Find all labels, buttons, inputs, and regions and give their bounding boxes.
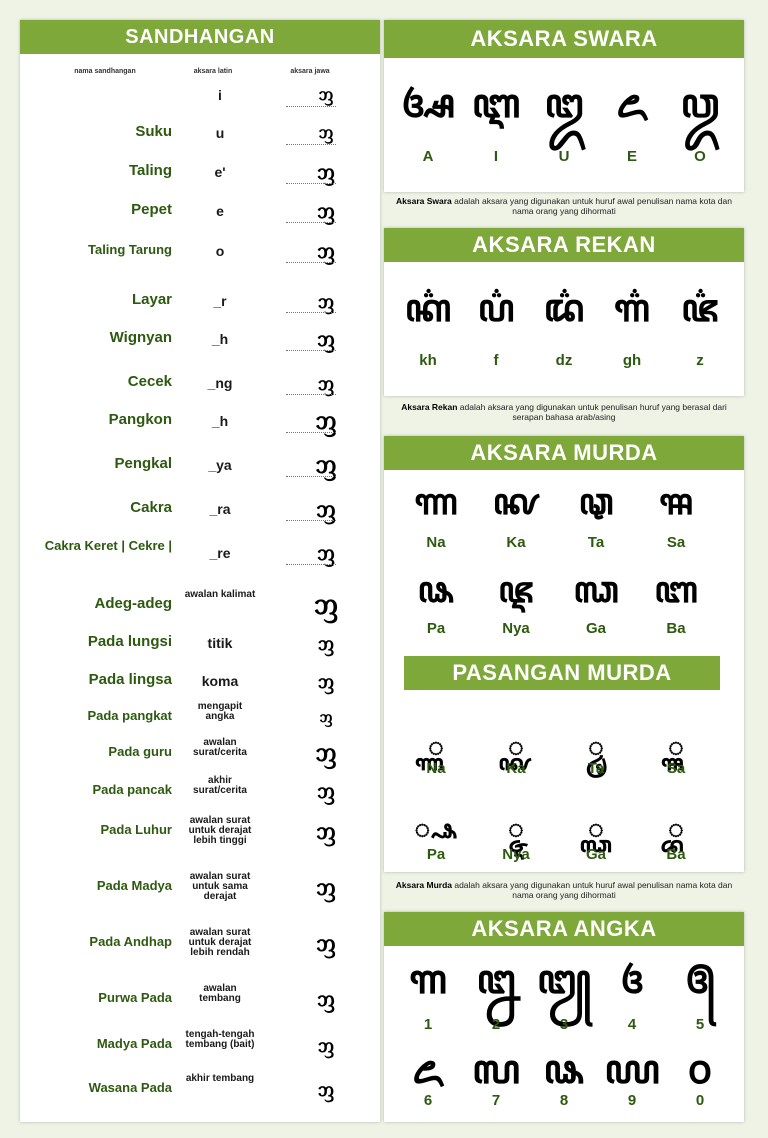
sandhangan-latin: _h [211,331,229,347]
sandhangan-title [20,20,380,54]
sandhangan-name: Taling [128,162,172,179]
dotted-guide [286,394,336,395]
sandhangan-row [22,816,378,850]
glyph-char: ꧘ [543,1046,585,1093]
dotted-guide [286,564,336,565]
sandhangan-name: Pada pancak [92,782,172,797]
sandhangan-java-glyph: ᦀ [317,326,335,352]
sandhangan-java-glyph: ᦀ [318,631,334,655]
sandhangan-name: Pada Andhap [89,934,172,949]
dotted-guide [286,144,336,145]
glyph-char: ꦒ꦳ [614,285,650,330]
sandhangan-java-glyph: ᦀ [316,494,336,523]
sandhangan-java-glyph: ᦀ [318,1033,334,1057]
sandhangan-name: Pada Madya [96,878,172,893]
rekan-note [388,402,740,422]
swara-note-text: adalah aksara yang digunakan untuk huruf awal penulisan nama kota dan nama orang yang dihormati [451,196,732,216]
sandhangan-row [22,406,378,440]
murda-note [388,880,740,900]
glyph-label: A [422,148,434,165]
glyph-label: Nya [502,846,530,863]
glyph-char: ꦌ [616,80,648,127]
sandhangan-name: Pada lingsa [88,671,172,688]
glyph-char: ꧀ꦡ [588,733,604,763]
sandhangan-row [22,118,378,152]
sandhangan-latin: awalan surat untuk sama derajat [189,871,251,902]
sandhangan-row [22,666,378,700]
murda-note-text: adalah aksara yang digunakan untuk huruf awal penulisan nama kota dan nama orang yang dihormati [451,880,733,900]
glyph-char: ꦄ [401,80,455,127]
glyph-label: Nya [502,620,530,637]
sandhangan-row [22,776,378,810]
sandhangan-latin: _h [211,413,229,429]
pasangan-murda-title [404,656,720,690]
dotted-guide [286,350,336,351]
glyph-char: ꧀ꦘ [508,815,524,845]
glyph-label: Na [426,760,446,777]
glyph-char: ꦎ [680,80,720,127]
glyph-char: ꦟ [414,481,458,523]
sandhangan-name: Madya Pada [96,1036,172,1051]
sandhangan-java-glyph: ᦀ [316,816,336,845]
glyph-char: ꦓ [573,569,619,611]
glyph-label: Na [426,534,446,551]
sandhangan-latin: awalan surat untuk derajat lebih rendah [188,927,252,958]
dotted-guide [286,183,336,184]
glyph-char: ꧀ꦦ [414,815,458,845]
glyph-char: ꧀ꦑ [508,733,524,763]
glyph-char: ꦡ [578,481,614,523]
glyph-char: ꦥ꦳ [477,285,515,330]
glyph-label: 1 [423,1016,433,1033]
sandhangan-row [22,494,378,528]
glyph-char: ꧐ [687,1046,713,1093]
sandhangan-latin: _ng [207,375,233,391]
sandhangan-row [22,1030,378,1064]
sandhangan-latin: koma [201,673,239,689]
glyph-char: ꦧ [654,569,698,611]
sandhangan-java-glyph: ᦀ [316,928,336,957]
sandhangan-java-glyph: ᦀ [316,872,336,901]
glyph-char: ꦈ [544,80,584,127]
sandhangan-name: Wasana Pada [88,1080,172,1095]
glyph-char: ꧙ [604,1046,660,1093]
murda-title-text: AKSARA MURDA [470,440,658,465]
swara-note [388,196,740,216]
sandhangan-java-glyph: ᦀ [317,986,335,1012]
sandhangan-java-glyph: ᦀ [317,778,335,804]
glyph-label: dz [555,352,573,369]
glyph-label: Ba [666,620,686,637]
sandhangan-row [22,368,378,402]
rekan-title [384,228,744,262]
sandhangan-java-glyph: ᦀ [317,159,335,185]
sandhangan-name: Pada guru [108,744,172,759]
sandhangan-java-glyph: ᦀ [318,289,334,313]
sandhangan-row [22,80,378,114]
glyph-label: 4 [627,1016,637,1033]
glyph-label: Ta [587,760,605,777]
pasangan-murda-title-text: PASANGAN MURDA [452,660,672,685]
sandhangan-latin: mengapit angka [197,701,243,722]
glyph-char: ꦦ [417,569,455,611]
glyph-label: Ka [506,760,526,777]
sandhangan-name: Pepet [131,201,172,218]
dotted-guide [286,432,336,433]
sandhangan-name: Pada Luhur [100,822,172,837]
dotted-guide [286,520,336,521]
sandhangan-java-glyph: ᦀ [317,540,335,566]
glyph-char: ꦏ꦳ [404,285,452,330]
angka-title-text: AKSARA ANGKA [471,916,657,941]
sandhangan-name: Cakra [130,499,172,516]
glyph-label: Ba [666,846,686,863]
rekan-note-bold: Aksara Rekan [401,402,458,412]
glyph-char: ꦆ [471,80,521,127]
sandhangan-java-glyph: ᦀ [318,669,334,693]
dotted-guide [286,312,336,313]
glyph-label: Pa [426,620,446,637]
sandhangan-name: Pangkon [108,411,172,428]
sandhangan-name: Suku [135,123,172,140]
glyph-label: Ta [587,534,605,551]
sandhangan-row [22,587,378,624]
sandhangan-row [22,538,378,572]
rekan-title-text: AKSARA REKAN [472,232,656,257]
sandhangan-latin: awalan kalimat [184,589,256,600]
murda-note-bold: Aksara Murda [395,880,452,890]
glyph-char: ꦑ [492,481,540,523]
glyph-label: f [493,352,499,369]
dotted-guide [286,222,336,223]
glyph-label: 9 [627,1092,637,1109]
sandhangan-name: Wignyan [109,329,172,346]
col-head-latin: aksara latin [193,68,233,75]
glyph-label: 8 [559,1092,569,1109]
rekan-note-text: adalah aksara yang digunakan untuk penulisan huruf yang berasal dari serapan bahasa arab/asing [457,402,727,422]
sandhangan-latin: awalan surat untuk derajat lebih tinggi [188,815,252,846]
glyph-char: ꧒ [476,956,516,1003]
sandhangan-java-glyph: ᦀ [318,122,334,143]
glyph-label: z [696,352,704,369]
swara-title-text: AKSARA SWARA [470,26,658,51]
sandhangan-latin: titik [207,635,233,651]
glyph-label: 2 [491,1016,501,1033]
glyph-label: I [493,148,499,165]
sandhangan-latin: _ya [208,457,232,473]
glyph-char: ꧖ [412,1046,444,1093]
sandhangan-latin: i [218,87,222,103]
sandhangan-row [22,196,378,230]
sandhangan-row [22,738,378,772]
sandhangan-java-glyph: ᦀ [315,738,337,768]
glyph-label: Ga [585,620,606,637]
sandhangan-title-text: SANDHANGAN [125,26,275,48]
sandhangan-row [22,286,378,320]
sandhangan-name: Purwa Pada [98,990,172,1005]
sandhangan-row [22,157,378,191]
sandhangan-latin: u [215,125,225,141]
sandhangan-latin: _re [209,545,231,561]
glyph-label: 0 [695,1092,705,1109]
sandhangan-latin: awalan surat/cerita [193,737,247,758]
sandhangan-row [22,236,378,270]
sandhangan-row [22,984,378,1018]
sandhangan-name: Adeg-adeg [94,595,172,612]
sandhangan-java-glyph: ᦀ [314,587,338,622]
glyph-char: ꧔ [620,956,644,1003]
glyph-label: Ka [506,534,526,551]
sandhangan-name: Pada lungsi [87,633,172,650]
sandhangan-java-glyph: ᦀ [319,707,333,726]
sandhangan-row [22,324,378,358]
glyph-label: O [694,148,706,165]
glyph-char: ꧀ꦟ [428,733,444,763]
sandhangan-row [22,450,378,484]
col-head-name: nama sandhangan [74,68,136,75]
swara-title [384,20,744,58]
sandhangan-row [22,1074,378,1108]
dotted-guide [286,476,336,477]
glyph-char: ꧓ [536,956,592,1003]
sandhangan-latin: akhir tembang [185,1073,255,1084]
sandhangan-name: Layar [131,291,172,308]
swara-note-bold: Aksara Swara [396,196,452,206]
sandhangan-java-glyph: ᦀ [318,1077,334,1101]
sandhangan-java-glyph: ᦀ [315,450,337,480]
sandhangan-latin: _ra [209,501,231,517]
sandhangan-latin: e [216,203,224,219]
glyph-label: U [558,148,570,165]
sandhangan-latin: _r [213,293,227,309]
sandhangan-java-glyph: ᦀ [317,198,335,224]
sandhangan-java-glyph: ᦀ [317,238,335,264]
sandhangan-java-glyph: ᦀ [315,406,337,436]
col-head-java: aksara jawa [290,68,330,75]
glyph-label: Pa [426,846,446,863]
sandhangan-latin: o [215,243,225,259]
glyph-char: ꦢ꦳ [543,285,585,330]
sandhangan-name: Cakra Keret | Cekre | [44,538,172,553]
dotted-guide [286,106,336,107]
glyph-char: ꦘ [498,569,534,611]
dotted-guide [286,262,336,263]
sandhangan-row [22,628,378,662]
glyph-label: gh [622,352,642,369]
glyph-label: 5 [695,1016,705,1033]
glyph-label: Sa [666,534,686,551]
sandhangan-name: Taling Tarung [87,242,172,257]
sandhangan-row [22,702,378,736]
sandhangan-name: Cecek [127,373,172,390]
sandhangan-latin: akhir surat/cerita [193,775,247,796]
glyph-char: ꧀ꦓ [588,815,604,845]
glyph-char: ꧑ [409,956,447,1003]
sandhangan-latin: tengah-tengah tembang (bait) [185,1029,255,1050]
sandhangan-row [22,872,378,906]
sandhangan-java-glyph: ᦀ [318,371,334,395]
glyph-label: 3 [559,1016,569,1033]
glyph-label: E [626,148,637,165]
sandhangan-java-glyph: ᦀ [318,84,334,105]
murda-title [384,436,744,470]
glyph-label: 7 [491,1092,501,1109]
sandhangan-row [22,928,378,962]
sandhangan-name: Pada pangkat [87,708,172,723]
glyph-label: Ga [585,846,606,863]
glyph-char: ꦯ [659,481,693,523]
sandhangan-name: Pengkal [114,455,172,472]
glyph-char: ꧕ [685,956,715,1003]
glyph-label: Sa [666,760,686,777]
angka-title [384,912,744,946]
sandhangan-latin: awalan tembang [199,983,241,1004]
glyph-label: 6 [423,1092,433,1109]
glyph-char: ꧗ [472,1046,520,1093]
glyph-char: ꧀ꦧ [668,815,684,845]
glyph-char: ꦗ꦳ [681,285,719,330]
glyph-char: ꧀ꦯ [668,733,684,763]
sandhangan-latin: e' [214,164,226,180]
glyph-label: kh [419,352,437,369]
